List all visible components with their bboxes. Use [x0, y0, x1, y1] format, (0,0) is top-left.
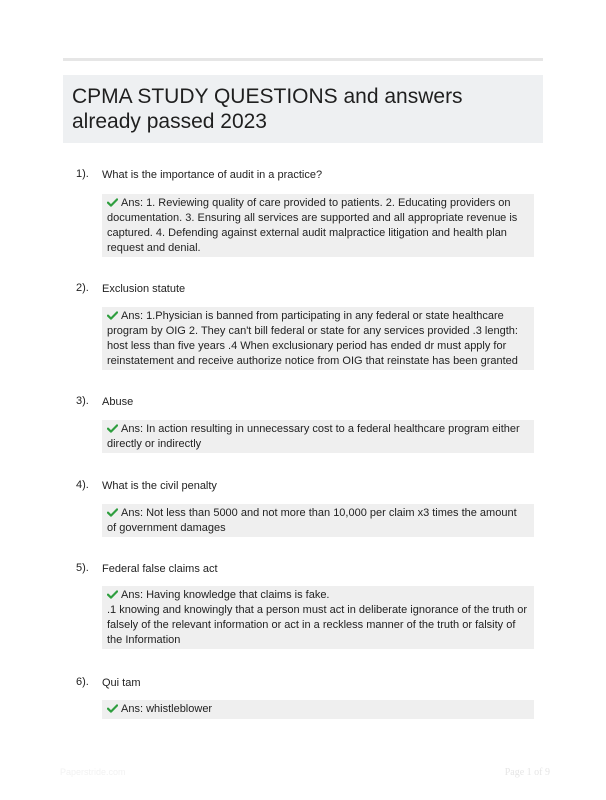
question-text: Abuse: [102, 396, 134, 408]
footer-watermark: Paperstride.com: [60, 767, 126, 777]
question-text: What is the importance of audit in a practice?: [102, 169, 323, 181]
question-text: What is the civil penalty: [102, 480, 217, 492]
answer-box: [102, 194, 534, 257]
answer-text: Ans: Not less than 5000 and not more than 10,000 per claim x3 times the amount of government damages: [107, 507, 517, 534]
question-text: Federal false claims act: [102, 563, 218, 575]
answer-box: [102, 307, 534, 370]
check-icon: [107, 198, 118, 207]
answer-text: Ans: 1. Reviewing quality of care provided to patients. 2. Educating providers on documentation. 3. Ensuring all services are supported and all appropriate revenue is captured. 4. Defending against external audit malpractice litigation and health plan request and denial.: [107, 197, 518, 254]
check-icon: [107, 311, 118, 320]
question-number: 5).: [76, 562, 89, 574]
answer-extra-text: .1 knowing and knowingly that a person must act in deliberate ignorance of the truth or falsely of the relevant information or act in a reckless manner of the truth or falsity of the Information: [107, 604, 528, 646]
page-number: Page 1 of 9: [504, 767, 550, 778]
answer-text: Ans: In action resulting in unnecessary cost to a federal healthcare program either directly or indirectly: [107, 423, 520, 450]
title-banner: [63, 75, 543, 143]
answer-box: [102, 420, 534, 453]
answer-box: [102, 586, 534, 649]
answer-box: [102, 700, 534, 719]
question-number: 4).: [76, 479, 89, 491]
check-icon: [107, 508, 118, 517]
check-icon: [107, 704, 118, 713]
answer-box: [102, 504, 534, 537]
check-icon: [107, 424, 118, 433]
question-number: 6).: [76, 676, 89, 688]
answer-text: Ans: 1.Physician is banned from participating in any federal or state healthcare program by OIG 2. They can't bill federal or state for any services provided .3 length: host less than five years .4 When exclusionary period has ended dr must apply for reinstatement and receive authorize notice from OIG that reinstate has been granted: [107, 310, 518, 367]
page-title: CPMA STUDY QUESTIONS and answers already passed 2023: [72, 85, 463, 133]
question-number: 1).: [76, 168, 89, 180]
question-number: 3).: [76, 395, 89, 407]
question-text: Qui tam: [102, 677, 141, 689]
question-number: 2).: [76, 282, 89, 294]
answer-text: Ans: Having knowledge that claims is fake.: [121, 589, 330, 601]
answer-text: Ans: whistleblower: [121, 703, 213, 715]
top-divider: [63, 58, 543, 61]
question-text: Exclusion statute: [102, 283, 186, 295]
check-icon: [107, 590, 118, 599]
